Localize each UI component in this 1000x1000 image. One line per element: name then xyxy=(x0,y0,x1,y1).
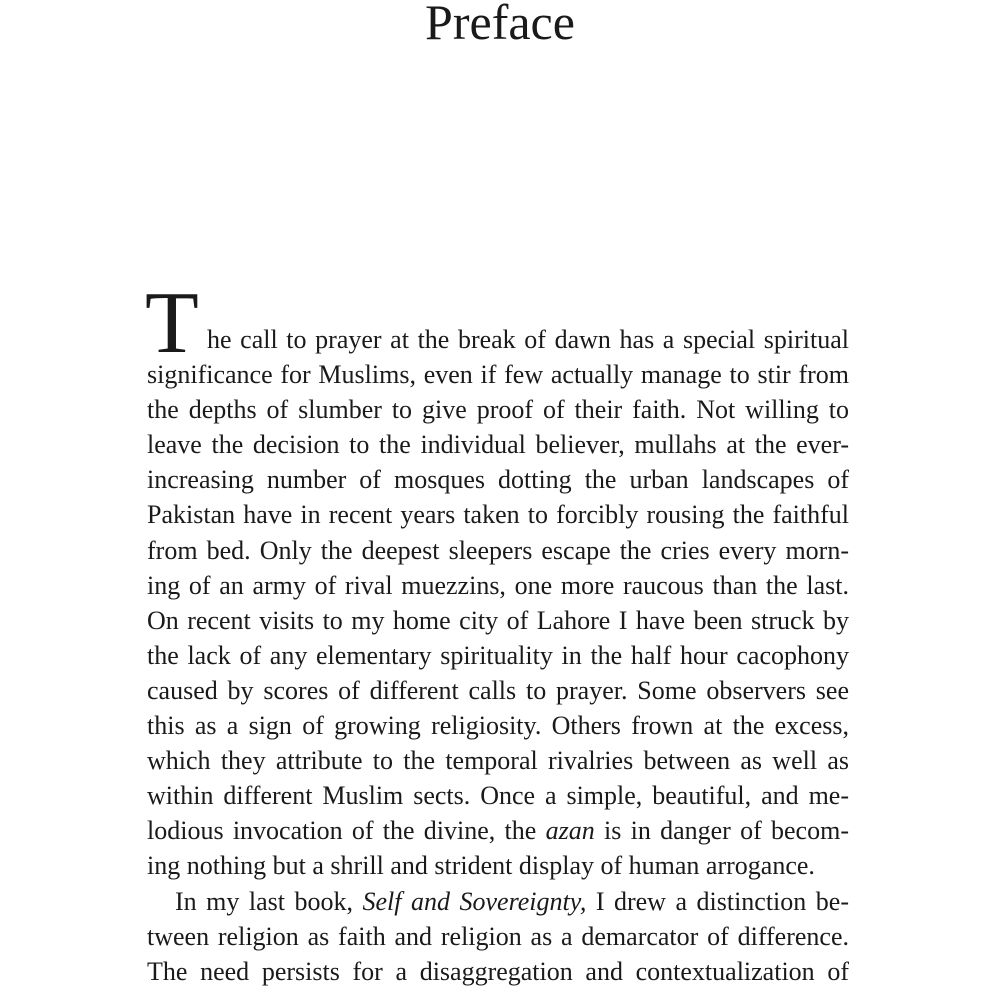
book-title: Self and Sovereignty, xyxy=(362,886,587,916)
paragraph-1-line: within different Muslim sects. Once a simple, beautiful, and me- xyxy=(147,781,849,811)
azan-term: azan xyxy=(545,816,595,846)
line-text: In my last book, xyxy=(175,886,363,916)
first-line-text: he call to prayer at the break of dawn has a special spiritual xyxy=(207,325,849,354)
paragraph-1-line: significance for Muslims, even if few actually manage to stir from xyxy=(147,360,849,390)
paragraph-2-line: tween religion as faith and religion as a demarcator of difference. xyxy=(147,921,849,951)
paragraph-1-line: Pakistan have in recent years taken to forcibly rousing the faithful xyxy=(147,500,849,530)
paragraph-2-line: The need persists for a disaggregation and contextualization of xyxy=(147,956,849,986)
paragraph-1-line: On recent visits to my home city of Lahore I have been struck by xyxy=(147,605,849,635)
paragraph-1-line: leave the decision to the individual believer, mullahs at the ever- xyxy=(147,430,849,460)
line-text: is in danger of becom- xyxy=(594,816,849,846)
paragraph-2-line-1 xyxy=(147,884,849,919)
paragraph-1-line: ing of an army of rival muezzins, one more raucous than the last. xyxy=(147,570,849,600)
paragraph-1-line: the depths of slumber to give proof of their faith. Not willing to xyxy=(147,395,849,425)
drop-cap: T xyxy=(145,275,199,372)
paragraph-1-line-15 xyxy=(147,813,849,848)
paragraph-1-last-line: ing nothing but a shrill and strident display of human arrogance. xyxy=(147,851,815,881)
paragraph-1-line: caused by scores of different calls to prayer. Some observers see xyxy=(147,675,849,705)
paragraph-1-line: the lack of any elementary spirituality in the half hour cacophony xyxy=(147,640,849,670)
paragraph-1-line-1 xyxy=(145,275,849,372)
paragraph-1-line: this as a sign of growing religiosity. Others frown at the excess, xyxy=(147,711,849,741)
page-title: Preface xyxy=(425,0,575,50)
body-text xyxy=(145,275,849,989)
paragraph-1-line: from bed. Only the deepest sleepers escape the cries every morn- xyxy=(147,535,849,565)
line-text: I drew a distinction be- xyxy=(586,886,849,916)
paragraph-1-line: increasing number of mosques dotting the urban landscapes of xyxy=(147,465,849,495)
paragraph-1-line: which they attribute to the temporal rivalries between as well as xyxy=(147,746,849,776)
line-text: lodious invocation of the divine, the xyxy=(147,816,546,846)
